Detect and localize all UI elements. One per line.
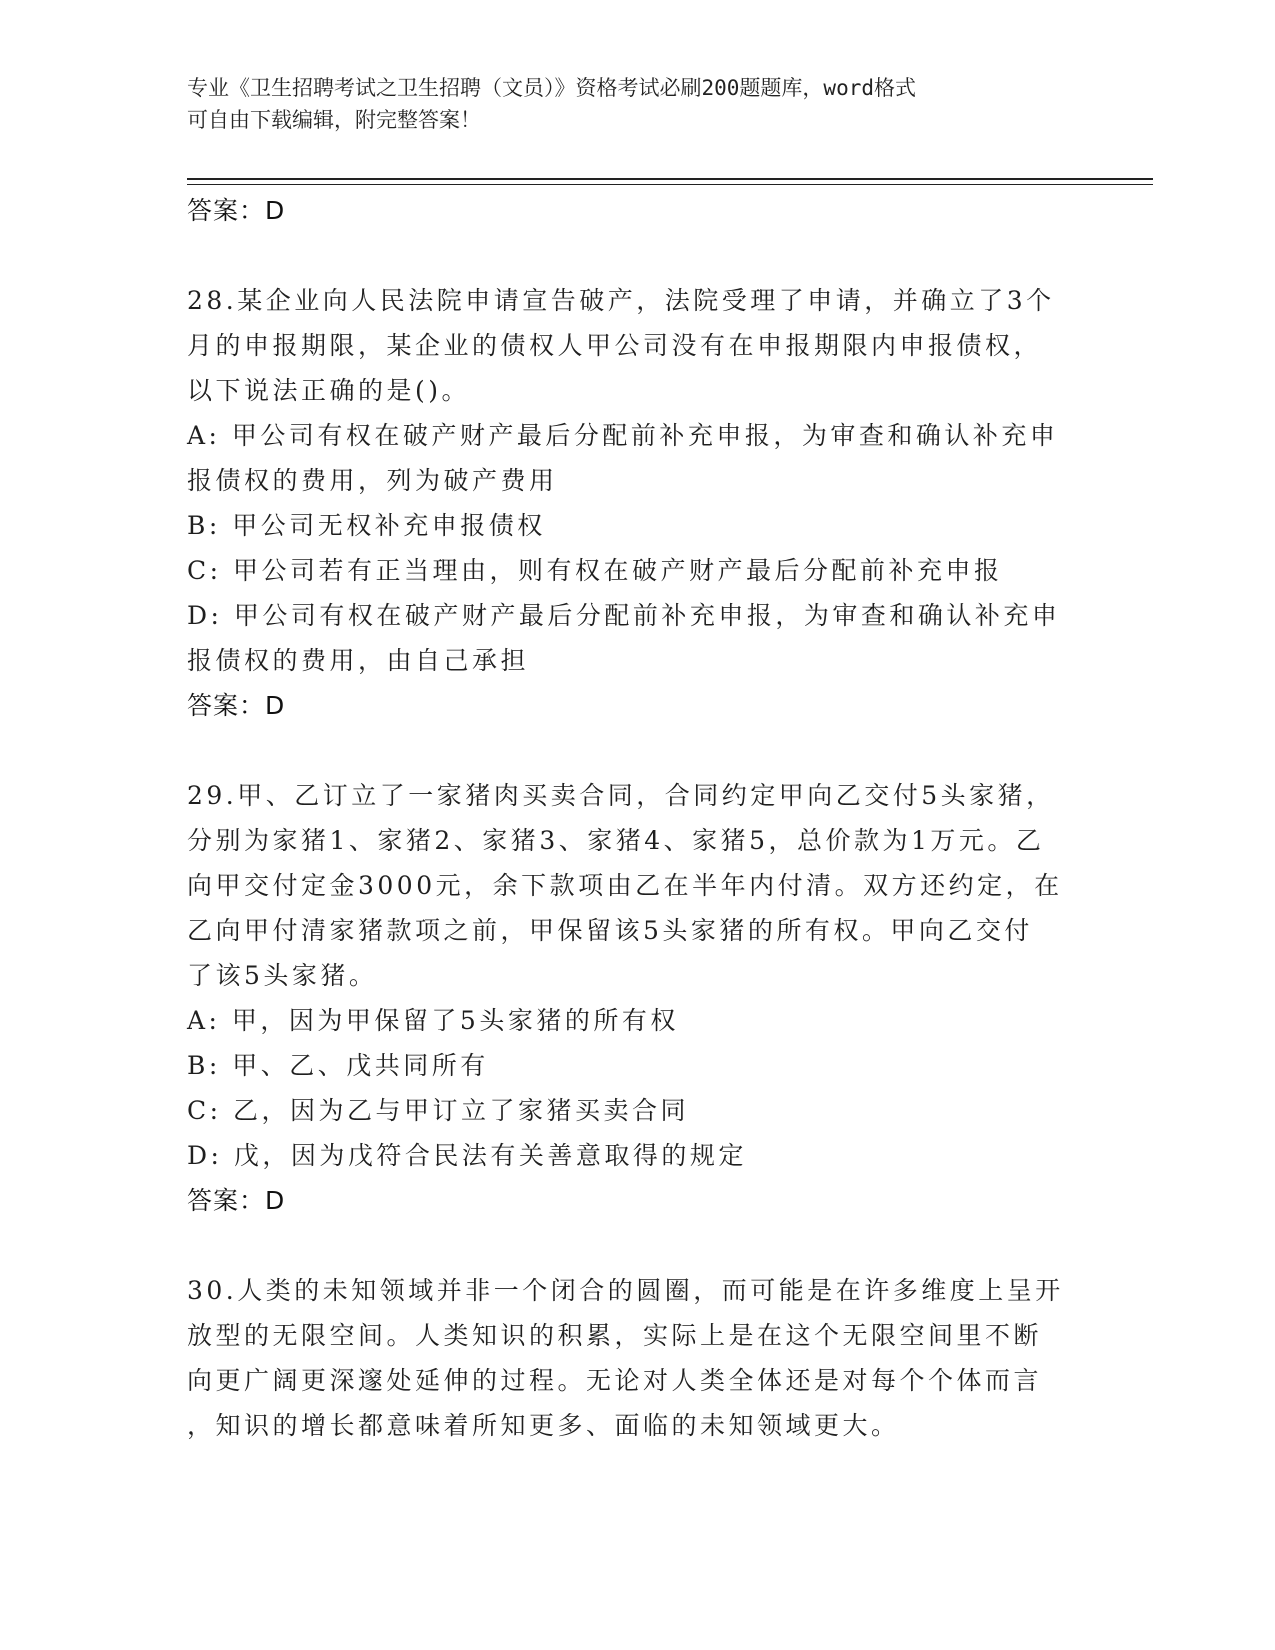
question-text-line: 以下说法正确的是()。	[187, 376, 471, 405]
question-text-line: 向更广阔更深邃处延伸的过程。无论对人类全体还是对每个个体而言	[187, 1366, 1043, 1395]
question-text-line: ，知识的增长都意味着所知更多、面临的未知领域更大。	[187, 1411, 900, 1440]
question-text-line: 月的申报期限，某企业的债权人甲公司没有在申报期限内申报债权，	[187, 331, 1043, 360]
header-line-2: 可自由下载编辑，附完整答案！	[187, 108, 481, 132]
question-text-line: 分别为家猪1、家猪2、家猪3、家猪4、家猪5，总价款为1万元。乙	[187, 826, 1045, 855]
option-b: B: 甲、乙、戊共同所有	[187, 1051, 489, 1080]
spacer	[187, 233, 1087, 278]
question-text-line: 向甲交付定金3000元，余下款项由乙在半年内付清。双方还约定，在	[187, 871, 1063, 900]
option-d-continued: 报债权的费用，由自己承担	[187, 646, 530, 675]
spacer	[187, 728, 1087, 773]
option-a: A: 甲公司有权在破产财产最后分配前补充申报，为审查和确认补充申	[187, 421, 1059, 450]
question-text-line: 29.甲、乙订立了一家猪肉买卖合同，合同约定甲向乙交付5头家猪，	[187, 781, 1055, 810]
option-a-continued: 报债权的费用，列为破产费用	[187, 466, 558, 495]
document-header	[187, 72, 1087, 136]
question-text-line: 30.人类的未知领域并非一个闭合的圆圈，而可能是在许多维度上呈开	[187, 1276, 1064, 1305]
question-text-line: 了该5头家猪。	[187, 961, 378, 990]
question-text-line: 放型的无限空间。人类知识的积累，实际上是在这个无限空间里不断	[187, 1321, 1043, 1350]
option-b: B: 甲公司无权补充申报债权	[187, 511, 546, 540]
option-c: C: 甲公司若有正当理由，则有权在破产财产最后分配前补充申报	[187, 556, 1003, 585]
question-text-line: 28.某企业向人民法院申请宣告破产，法院受理了申请，并确立了3个	[187, 286, 1055, 315]
question-28	[187, 278, 1087, 728]
header-line-1: 专业《卫生招聘考试之卫生招聘（文员）》资格考试必刷200题题库，word格式	[187, 76, 916, 100]
spacer	[187, 1223, 1087, 1268]
question-text-line: 乙向甲付清家猪款项之前，甲保留该5头家猪的所有权。甲向乙交付	[187, 916, 1033, 945]
question-30	[187, 1268, 1087, 1448]
option-d: D: 甲公司有权在破产财产最后分配前补充申报，为审查和确认补充申	[187, 601, 1061, 630]
header-rule-thin	[187, 184, 1153, 185]
option-c: C: 乙，因为乙与甲订立了家猪买卖合同	[187, 1096, 689, 1125]
document-body	[187, 188, 1087, 1448]
question-29	[187, 773, 1087, 1223]
answer: 答案：D	[187, 691, 286, 720]
previous-answer: 答案：D	[187, 196, 286, 225]
answer: 答案：D	[187, 1186, 286, 1215]
header-rule-thick	[187, 178, 1153, 180]
option-a: A: 甲，因为甲保留了5头家猪的所有权	[187, 1006, 679, 1035]
option-d: D: 戊，因为戊符合民法有关善意取得的规定	[187, 1141, 747, 1170]
